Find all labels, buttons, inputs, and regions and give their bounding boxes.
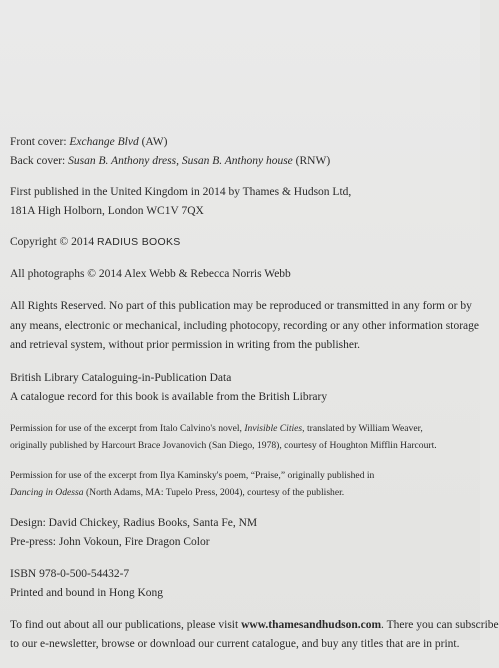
kaminsky-title: Dancing in Odessa [10,486,84,498]
rights-line: and retrieval system, without prior permission in writing from the publisher. [10,339,361,351]
cataloguing-data [10,369,472,407]
rights-reserved [10,297,479,356]
design-credit: Design: David Chickey, Radius Books, Santa Fe, NM [10,516,258,529]
cataloguing-heading: British Library Cataloguing-in-Publication Data [10,371,232,384]
cover-credits [10,133,472,171]
first-published [10,183,472,221]
calvino-title: Invisible Cities [244,422,303,434]
first-published-line: First published in the United Kingdom in 2014 by Thames & Hudson Ltd, [10,186,352,198]
kaminsky-line: Permission for use of the excerpt from Ilya Kaminsky's poem, “Praise,” originally published in [10,469,375,481]
website-line: to our e-newsletter, browse or download our current catalogue, and buy any titles that are in print. [10,638,460,650]
photographs-line: All photographs © 2014 Alex Webb & Rebecca Norris Webb [10,268,291,280]
production-credits [10,514,472,552]
cataloguing-record: A catalogue record for this book is available from the British Library [10,390,328,403]
calvino-permission [10,420,472,454]
front-cover-label: Front cover: [10,136,67,148]
copyright-prefix: Copyright © 2014 [10,236,95,248]
copyright-notice [10,233,472,252]
website-text: . There you can subscribe [381,618,499,631]
publisher-address: 181A High Holborn, London WC1V 7QX [10,205,204,217]
back-cover-credit: (RNW) [295,155,331,167]
front-cover-title: Exchange Blvd [69,136,139,148]
rights-line: All Rights Reserved. No part of this publication may be reproduced or transmitted in any form or by [10,300,472,312]
calvino-line [10,420,472,437]
website-line [10,616,499,636]
website-text: To find out about all our publications, please visit [10,618,239,631]
back-cover-title: Susan B. Anthony dress, Susan B. Anthony house [68,155,293,167]
publisher-website-note [10,616,499,655]
front-cover-credit: (AW) [141,136,168,148]
copyright-page-content [10,133,499,668]
photo-credit [10,265,472,284]
front-cover-line [10,133,472,152]
kaminsky-line [10,484,472,501]
rights-line: any means, electronic or mechanical, including photocopy, recording or any other information storage [10,319,479,332]
calvino-text: , translated by William Weaver, [302,422,423,434]
calvino-line: originally published by Harcourt Brace Jovanovich (San Diego, 1978), courtesy of Houghton Mifflin Harcourt. [10,439,437,451]
copyright-publisher: RADIUS BOOKS [97,236,181,248]
kaminsky-text: (North Adams, MA: Tupelo Press, 2004), courtesy of the publisher. [83,486,345,498]
website-url: www.thamesandhudson.com [241,618,382,631]
back-cover-line [10,152,472,171]
prepress-credit: Pre-press: John Vokoun, Fire Dragon Color [10,535,210,548]
isbn-line: ISBN 978-0-500-54432-7 [10,567,130,580]
back-cover-label: Back cover: [10,155,66,167]
printed-line: Printed and bound in Hong Kong [10,586,164,599]
calvino-text: Permission for use of the excerpt from Italo Calvino's novel, [10,422,242,434]
kaminsky-permission [10,467,472,501]
isbn-block [10,565,472,603]
copyright-line [10,233,472,252]
